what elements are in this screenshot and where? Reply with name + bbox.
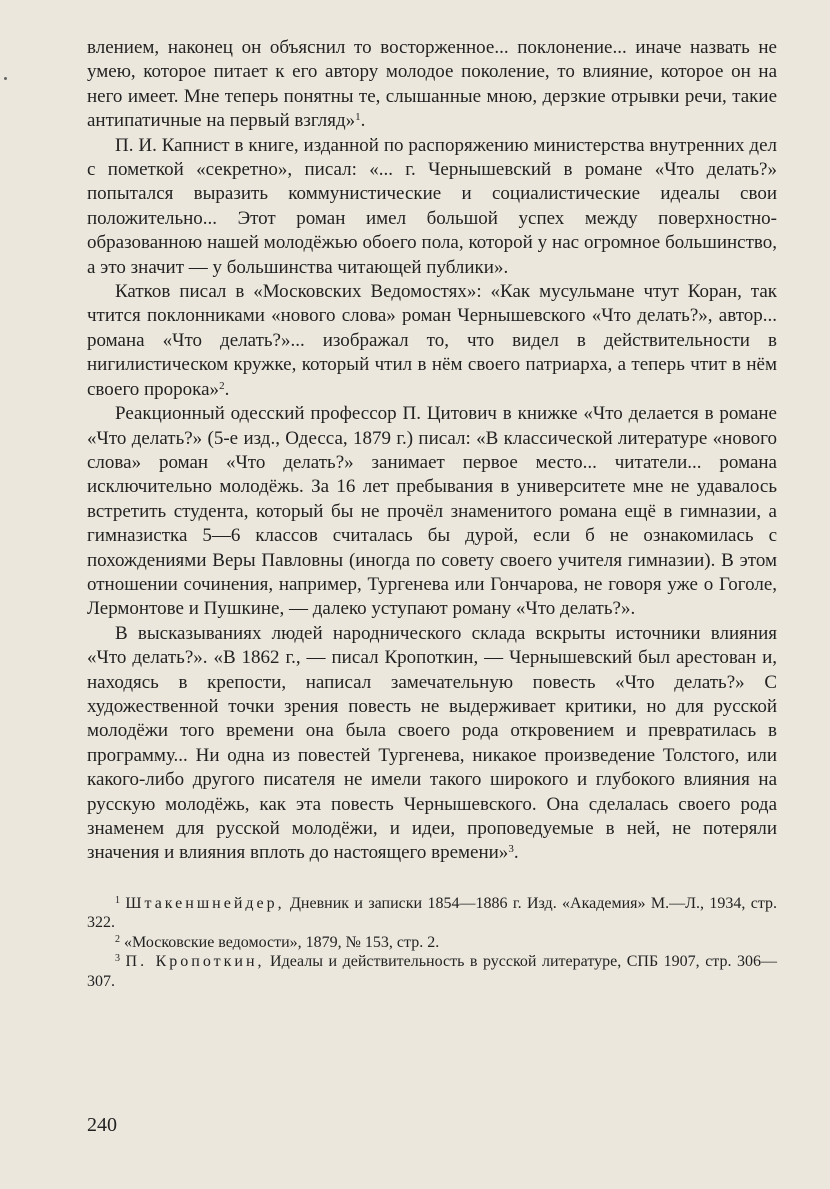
footnote-ref-1: 1	[355, 111, 361, 124]
paragraph-2: П. И. Капнист в книге, изданной по распоряжению министерства внутренних дел с пометкой «секретно», писал: «... г. Чернышевский в романе «Что делать?» попытался выразить коммунистические и социалистические идеалы свои положительно... Этот роман имел большой успех между поверхностно-образованною нашей молодёжью обоего пола, которой у нас огромное большинство, а это значит — у большинства читающей публики».	[87, 134, 777, 278]
paragraph-3: Катков писал в «Московских Ведомостях»: «Как мусульмане чтут Коран, так чтится поклонниками «нового слова» роман Чернышевского «Что делать?», автор... романа «Что делать?»... изображал то, что видел в действительности в нигилистическом кружке, который чтил в нём своего патриарха, а теперь чтит в нём своего пророка»$^2$.	[87, 281, 777, 400]
footnote-2: $^2$ «Московские ведомости», 1879, № 153, стр. 2.	[115, 933, 440, 951]
footnote-ref-3: 3	[508, 843, 514, 856]
footnote-ref-2: 2	[219, 379, 225, 392]
footnotes	[87, 894, 777, 992]
scan-speck	[4, 77, 7, 80]
page-number: 240	[87, 1114, 117, 1136]
footnote-3: $^3$ П. Кропоткин, Идеалы и действительность в русской литературе, СПБ 1907, стр. 306—307.	[87, 953, 778, 990]
page-body	[87, 36, 777, 991]
paragraph-5: В высказываниях людей народнического склада вскрыты источники влияния «Что делать?». «В 1862 г., — писал Кропоткин, — Чернышевский был арестован и, находясь в крепости, написал замечательную повесть «Что делать?» С художественной точки зрения повесть не выдерживает критики, но для русской молодёжи того времени она была своего рода откровением и превратилась в программу... Ни одна из повестей Тургенева, никакое произведение Толстого, или какого-либо другого писателя не имели такого широкого и глубокого влияния на русскую молодёжь, как эта повесть Чернышевского. Она сделалась своего рода знаменем для русской молодёжи, и идеи, проповедуемые в ней, не потеряли значения и влияния вплоть до настоящего времени»$^3$.	[87, 622, 777, 864]
paragraph-1: влением, наконец он объяснил то восторженное... поклонение... иначе назвать не умею, которое питает к его автору молодое поколение, то влияние, которое он на него имеет. Мне теперь понятны те, слышанные мною, дерзкие отрывки речи, такие антипатичные на первый взгляд»$^1$.	[87, 37, 777, 132]
paragraph-4: Реакционный одесский профессор П. Цитович в книжке «Что делается в романе «Что делать?» (5-е изд., Одесса, 1879 г.) писал: «В классической литературе «нового слова» роман «Что делать?» занимает первое место... читатели... романа исключительно молодёжь. За 16 лет пребывания в университете мне не удавалось встретить студента, который бы не прочёл знаменитого романа ещё в гимназии, а гимназистка 5—6 классов считалась бы дурой, если б не ознакомилась с похождениями Веры Павловны (иногда по совету своего учителя гимназии). В этом отношении сочинения, например, Тургенева или Гончарова, не говоря уже о Гоголе, Лермонтове и Пушкине, — далеко уступают роману «Что делать?».	[87, 403, 777, 620]
footnote-1: $^1$ Штакеншнейдер, Дневник и записки 1854—1886 г. Изд. «Академия» М.—Л., 1934, стр. 322.	[87, 894, 778, 932]
